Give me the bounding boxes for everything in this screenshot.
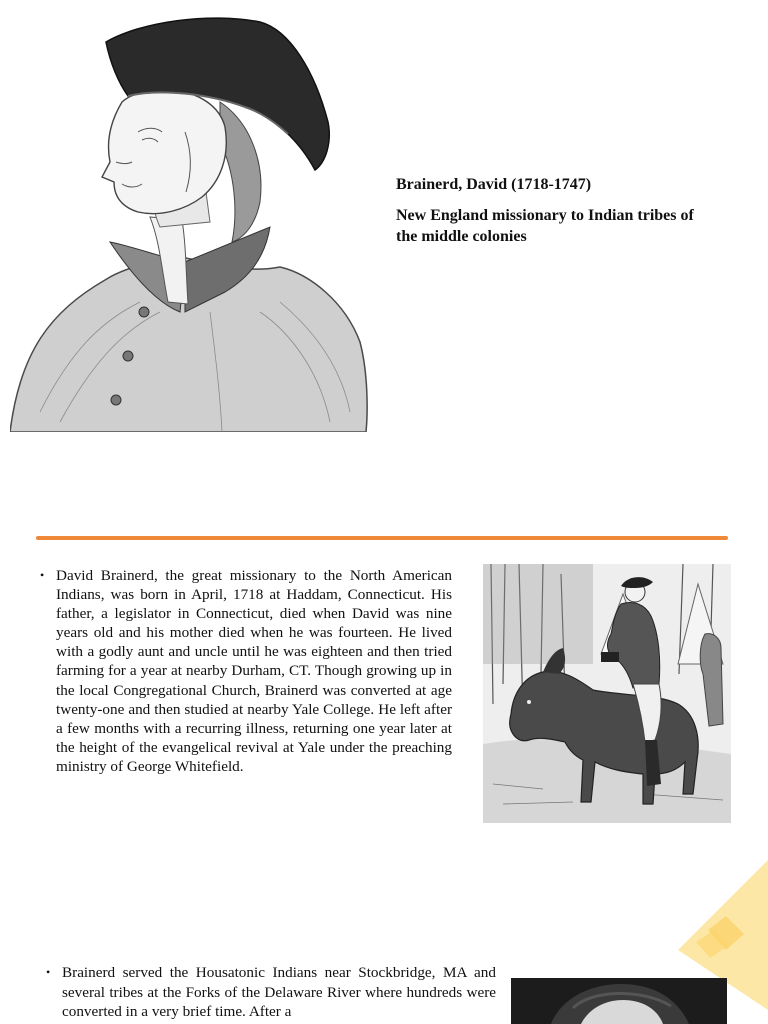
book bbox=[601, 652, 619, 662]
slide-title: Brainerd, David (1718-1747) bbox=[396, 176, 592, 193]
bullet-icon: • bbox=[40, 568, 45, 582]
portrait-engraving bbox=[10, 12, 370, 432]
title-block bbox=[396, 175, 716, 247]
coat-button bbox=[139, 307, 149, 317]
service-text bbox=[46, 963, 496, 1022]
portrait-photo-partial bbox=[511, 978, 727, 1024]
bullet-paragraph: Brainerd served the Housatonic Indians near Stockbridge, MA and several tribes at the Forks of the Delaware River where hundreds were converted in a very brief time. After a bbox=[62, 964, 496, 1021]
orange-divider bbox=[36, 536, 728, 540]
bullet-item bbox=[46, 963, 496, 1022]
portrait-hair bbox=[220, 102, 261, 242]
coat-button bbox=[123, 351, 133, 361]
portrait-face bbox=[102, 90, 226, 214]
slide-subtitle: New England missionary to Indian tribes of the middle colonies bbox=[396, 207, 694, 245]
bullet-icon: • bbox=[46, 965, 51, 979]
coat-button bbox=[111, 395, 121, 405]
missionary-on-horse-engraving bbox=[483, 564, 731, 823]
bullet-paragraph: David Brainerd, the great missionary to the North American Indians, was born in April, 1718 at Haddam, Connecticut. His father, a legislator in Connecticut, died when David was nine years old and his mother died when he was fourteen. He lived with a godly aunt and uncle until he was eighteen and then tried farming for a year at nearby Durham, CT. Though growing up in the local Congregational Church, Brainerd was converted at age twenty-one and then studied at nearby Yale College. He left after a few months with a recurring illness, returning one year later at the height of the evangelical revival at Yale under the preaching ministry of George Whitefield. bbox=[56, 567, 452, 775]
biography-text bbox=[40, 566, 452, 776]
bullet-item bbox=[40, 566, 452, 776]
